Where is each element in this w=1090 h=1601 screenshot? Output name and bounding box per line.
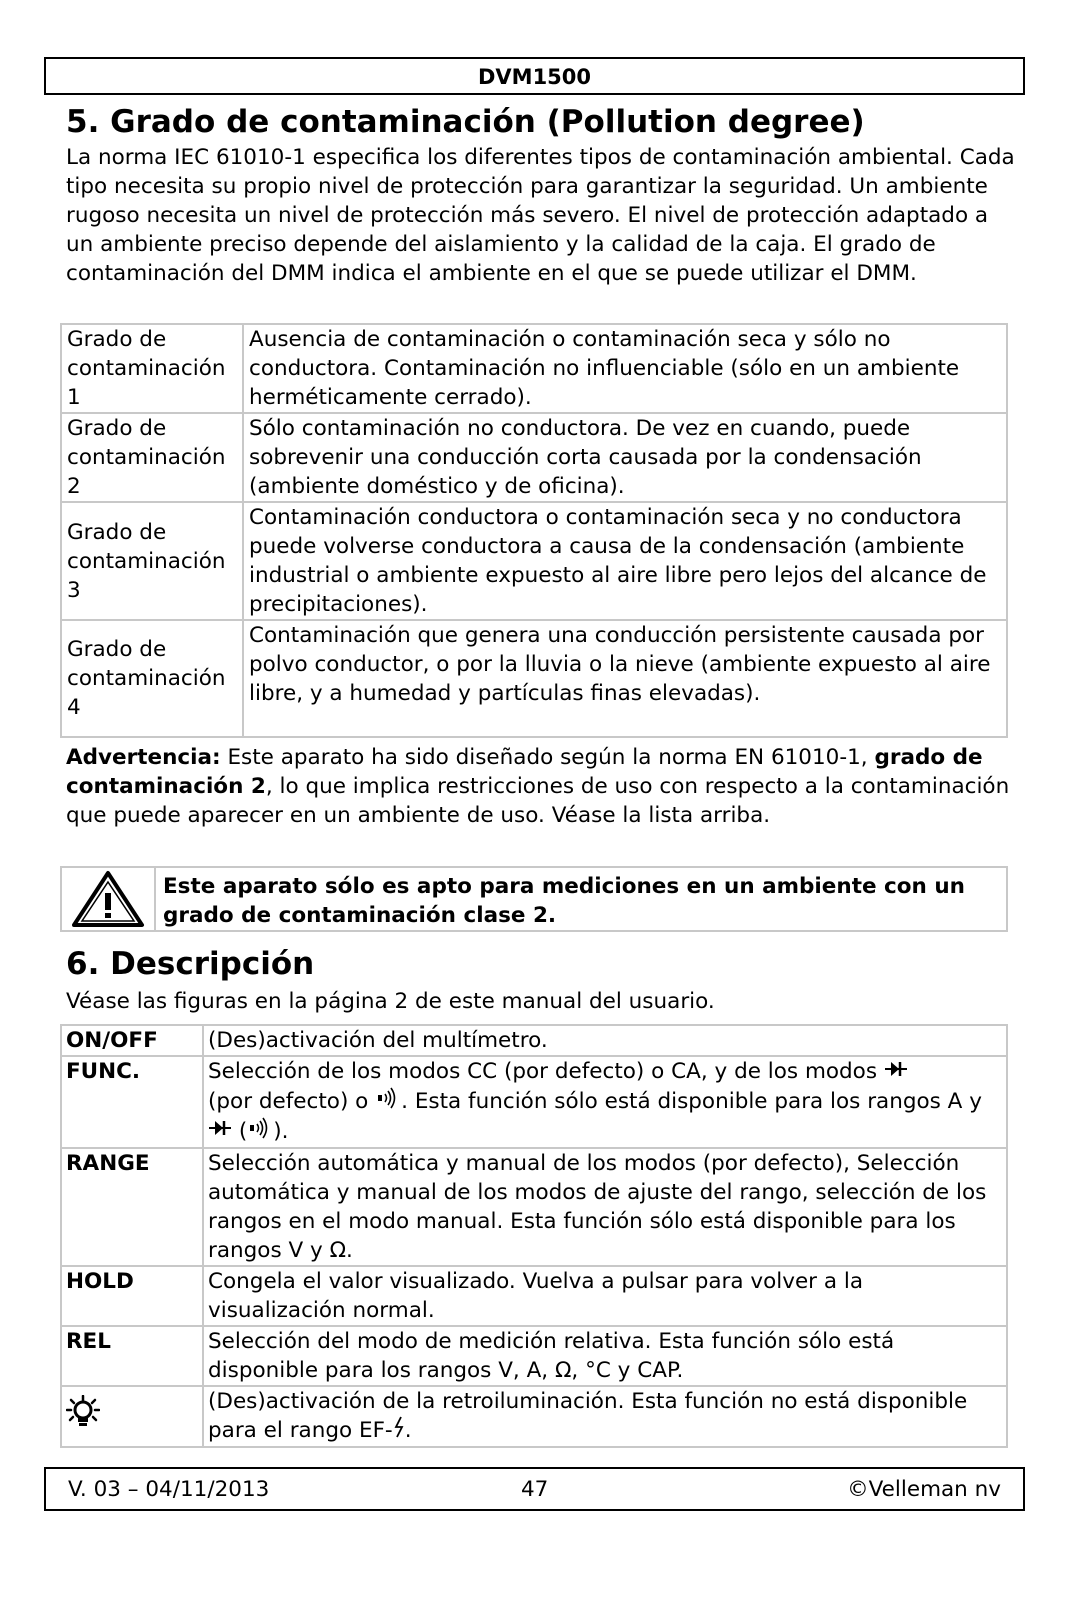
degree-description: Ausencia de contaminación o contaminación seca y sólo no conductora. Contaminación no influenciable (sólo en un ambiente herméticamente cerrado). — [243, 324, 1007, 413]
continuity-sound-icon — [247, 1117, 273, 1147]
page-footer — [44, 1467, 1025, 1511]
degree-description: Contaminación conductora o contaminación seca y no conductora puede volverse conductora a causa de la condensación (ambiente industrial o ambiente expuesto al aire libre pero lejos del alcance de precipitaciones). — [243, 502, 1007, 620]
warning-text: Este aparato ha sido diseñado según la norma EN 61010-1, — [220, 745, 875, 770]
table-row — [61, 1025, 1007, 1056]
control-description: Selección automática y manual de los modos (por defecto), Selección automática y manual de los modos de ajuste del rango, selección de los rangos en el modo manual. Esta función sólo está disponible para los rangos V y Ω. — [203, 1148, 1007, 1266]
page-number: 47 — [521, 1477, 549, 1502]
table-row — [61, 324, 1007, 413]
table-row — [61, 620, 1007, 737]
control-description: Congela el valor visualizado. Vuelva a pulsar para volver a la visualización normal. — [203, 1266, 1007, 1326]
control-key: RANGE — [61, 1148, 203, 1266]
section-5-intro: La norma IEC 61010-1 especifica los diferentes tipos de contaminación ambiental. Cada tipo necesita su propio nivel de protección para garantizar la seguridad. Un ambiente rugoso necesita un nivel de protección más severo. El nivel de protección adaptado a un ambiente preciso depende del aislamiento y la calidad de la caja. El grado de contaminación del DMM indica el ambiente en el que se puede utilizar el DMM. — [66, 145, 1015, 286]
control-key: ON/OFF — [61, 1025, 203, 1056]
degree-label: Grado de contaminación 2 — [61, 413, 243, 502]
diode-icon — [884, 1058, 908, 1087]
page-header — [44, 57, 1025, 95]
section-5-title: 5. Grado de contaminación (Pollution degree) — [66, 104, 865, 140]
table-row — [61, 1326, 1007, 1386]
diode-icon — [208, 1117, 232, 1146]
table-row — [61, 413, 1007, 502]
table-row — [61, 1056, 1007, 1148]
section-6-intro: Véase las figuras en la página 2 de este manual del usuario. — [66, 989, 715, 1014]
version-date: V. 03 – 04/11/2013 — [68, 1477, 270, 1502]
backlight-icon — [61, 1386, 203, 1447]
control-description: (Des)activación de la retroiluminación. Esta función no está disponible para el rango EF- . — [203, 1386, 1007, 1447]
degree-description: Contaminación que genera una conducción persistente causada por polvo conductor, o por la lluvia o la nieve (ambiente expuesto al aire libre, y a humedad y partículas finas elevadas). — [243, 620, 1007, 737]
control-description: Selección de los modos CC (por defecto) o CA, y de los modos (por defecto) o . Esta función sólo está disponible para los rangos A y ( ). — [203, 1056, 1007, 1148]
control-description: Selección del modo de medición relativa. Esta función sólo está disponible para los rangos V, A, Ω, °C y CAP. — [203, 1326, 1007, 1386]
table-row — [61, 1148, 1007, 1266]
table-row — [61, 1386, 1007, 1447]
degree-label: Grado de contaminación 1 — [61, 324, 243, 413]
degree-description: Sólo contaminación no conductora. De vez en cuando, puede sobrevenir una conducción corta causada por la condensación (ambiente doméstico y de oficina). — [243, 413, 1007, 502]
control-key: HOLD — [61, 1266, 203, 1326]
table-row — [61, 502, 1007, 620]
degree-label: Grado de contaminación 4 — [61, 620, 243, 737]
continuity-sound-icon — [375, 1087, 401, 1117]
warning-paragraph — [66, 743, 1016, 830]
notice-text: Este aparato sólo es apto para mediciones en un ambiente con un grado de contaminación clase 2. — [163, 874, 965, 928]
warning-bold: grado de contaminación 2 — [66, 745, 983, 799]
copyright: ©Velleman nv — [847, 1477, 1001, 1502]
warning-triangle-icon — [62, 868, 156, 930]
control-key: REL — [61, 1326, 203, 1386]
warning-label: Advertencia: — [66, 745, 221, 770]
safety-notice — [60, 866, 1008, 932]
warning-text-end: , lo que implica restricciones de uso con respecto a la contaminación que puede aparecer en un ambiente de uso. Véase la lista arriba. — [66, 774, 1010, 828]
section-6-title: 6. Descripción — [66, 946, 315, 982]
lightning-icon — [393, 1416, 405, 1446]
model-name: DVM1500 — [477, 65, 592, 89]
controls-table — [60, 1024, 1008, 1448]
degree-label: Grado de contaminación 3 — [61, 502, 243, 620]
table-row — [61, 1266, 1007, 1326]
pollution-degree-table — [60, 323, 1008, 738]
control-key: FUNC. — [61, 1056, 203, 1148]
control-description: (Des)activación del multímetro. — [203, 1025, 1007, 1056]
